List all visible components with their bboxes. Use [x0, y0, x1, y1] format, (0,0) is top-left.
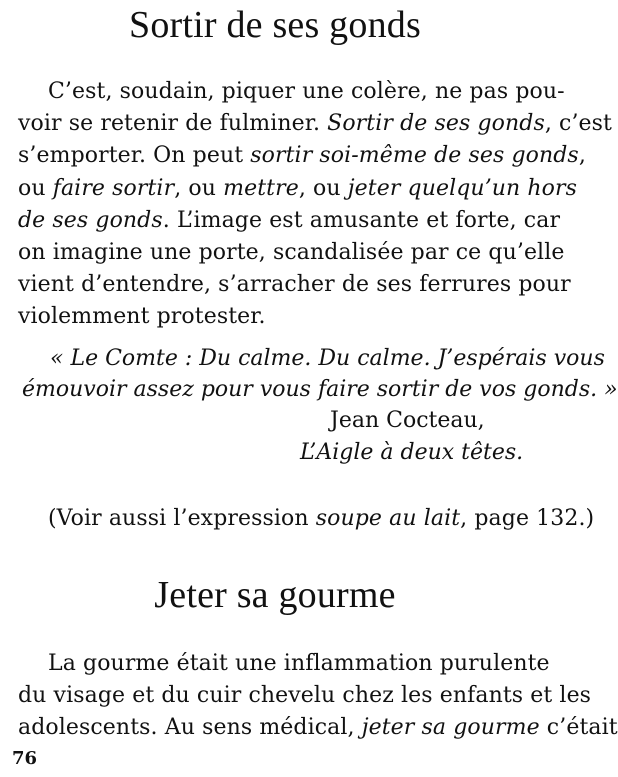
- section1-line-2: [18, 108, 612, 140]
- section1-line-8: [18, 301, 530, 333]
- text: violemment protester.: [18, 304, 266, 330]
- text: c’était: [539, 715, 618, 741]
- section1-line-7: [18, 269, 571, 301]
- italic-text: de ses gonds: [18, 207, 163, 233]
- quote-line-2: émouvoir assez pour vous faire sortir de vos gonds. »: [22, 377, 618, 402]
- text: adolescents. Au sens médical,: [18, 715, 362, 741]
- italic-text: sortir soi-même de ses gonds: [250, 143, 579, 169]
- italic-text: jeter quelqu’un hors: [347, 175, 578, 201]
- section1-line-4: [18, 173, 578, 205]
- italic-text: mettre: [223, 175, 299, 201]
- section1-line-5: [18, 205, 561, 237]
- text: ,: [578, 143, 586, 169]
- attribution-author: Jean Cocteau,: [330, 408, 485, 433]
- text: , c’est: [544, 111, 612, 137]
- text: C’est, soudain, piquer une colère, ne pas pou-: [48, 79, 565, 104]
- section2-line-1: [48, 648, 550, 680]
- section2-line-3: [18, 712, 618, 744]
- italic-text: jeter sa gourme: [361, 715, 540, 741]
- see-also-line: [48, 503, 594, 535]
- section1-line-6: [18, 237, 565, 269]
- see-also-text: (Voir aussi l’expression: [48, 506, 316, 531]
- text: on imagine une porte, scandalisée par ce qu’elle: [18, 240, 565, 265]
- text: , ou: [298, 175, 348, 201]
- see-also-text: , page 132.): [460, 506, 595, 531]
- italic-text: faire sortir: [52, 175, 175, 201]
- text: vient d’entendre, s’arracher de ses ferrures pour: [18, 272, 571, 298]
- section2-line-2: [18, 680, 592, 712]
- see-also-expression: soupe au lait: [315, 506, 461, 531]
- text: La gourme était une inflammation purulente: [48, 651, 550, 676]
- text: du visage et du cuir chevelu chez les enfants et les: [18, 683, 592, 709]
- section-title-jeter-sa-gourme: Jeter sa gourme: [154, 574, 396, 616]
- section-title-sortir-de-ses-gonds: Sortir de ses gonds: [129, 4, 421, 46]
- text: . L’image est amusante et forte, car: [162, 207, 561, 233]
- italic-text: Sortir de ses gonds: [327, 111, 545, 137]
- text: , ou: [174, 175, 224, 201]
- section1-line-3: [18, 140, 586, 172]
- quote-line-1: « Le Comte : Du calme. Du calme. J’espérais vous: [50, 346, 605, 371]
- section1-line-1: [48, 76, 565, 108]
- attribution-work: L’Aigle à deux têtes.: [300, 440, 524, 465]
- text: s’emporter. On peut: [18, 143, 251, 169]
- text: voir se retenir de fulminer.: [18, 111, 328, 137]
- text: ou: [18, 175, 53, 201]
- page-number: 76: [12, 748, 38, 769]
